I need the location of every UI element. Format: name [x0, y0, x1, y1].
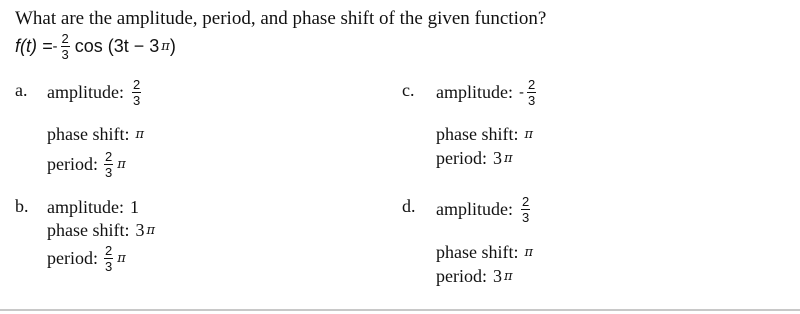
period-fraction	[104, 244, 113, 273]
option-d-period	[436, 266, 513, 287]
pi-symbol: π	[524, 245, 534, 260]
bottom-divider	[0, 309, 800, 311]
function-rhs: cos (3t − 3	[74, 36, 160, 56]
option-a-phase-shift	[47, 124, 144, 145]
amplitude-fraction	[527, 78, 536, 107]
fraction-numerator: 2	[105, 149, 113, 164]
negative-sign: -	[518, 84, 524, 101]
phase-shift-label: phase shift:	[436, 124, 519, 144]
fraction-numerator: 2	[527, 77, 536, 92]
fraction-denominator: 3	[132, 93, 141, 108]
fraction-denominator: 3	[527, 93, 536, 108]
option-d-letter: d.	[402, 196, 416, 216]
phase-shift-label: phase shift:	[436, 242, 519, 262]
amplitude-label: amplitude:	[436, 199, 513, 219]
option-c-phase-shift	[436, 124, 533, 145]
phase-shift-value: 3	[135, 220, 145, 240]
period-label: period:	[47, 248, 98, 268]
fraction-denominator: 3	[61, 47, 69, 62]
amplitude-fraction	[132, 78, 141, 107]
pi-symbol: π	[135, 127, 145, 142]
function-lhs: f(t) =	[15, 36, 53, 56]
amplitude-label: amplitude:	[47, 197, 124, 217]
fraction-numerator: 2	[105, 243, 113, 258]
amplitude-fraction	[521, 195, 530, 224]
option-b-period	[47, 244, 126, 273]
period-value: 3	[493, 266, 502, 286]
option-c-period	[436, 148, 513, 169]
pi-symbol: π	[117, 251, 126, 266]
pi-symbol: π	[146, 223, 156, 238]
period-label: period:	[436, 266, 487, 286]
option-b-letter: b.	[15, 196, 29, 216]
option-c-amplitude	[436, 78, 538, 107]
function-close-paren: )	[169, 36, 176, 56]
question-text: What are the amplitude, period, and phase shift of the given function?	[15, 8, 547, 29]
option-a-amplitude	[47, 78, 143, 107]
fraction-denominator: 3	[521, 210, 530, 225]
option-d-phase-shift	[436, 242, 533, 263]
period-label: period:	[436, 148, 487, 168]
pi-symbol: π	[504, 269, 513, 284]
pi-symbol: π	[524, 127, 534, 142]
period-fraction	[104, 150, 113, 179]
fraction-numerator: 2	[61, 31, 69, 46]
amplitude-value: 1	[129, 197, 139, 217]
option-d-amplitude	[436, 195, 532, 224]
pi-symbol: π	[504, 151, 513, 166]
option-a-period	[47, 150, 126, 179]
phase-shift-label: phase shift:	[47, 220, 130, 240]
function-expression	[15, 32, 176, 61]
option-b-amplitude	[47, 197, 139, 218]
option-b-phase-shift	[47, 220, 155, 241]
pi-symbol: π	[161, 39, 170, 54]
pi-symbol: π	[117, 157, 126, 172]
function-coefficient-fraction	[61, 32, 70, 61]
fraction-denominator: 3	[105, 259, 113, 274]
amplitude-label: amplitude:	[47, 82, 124, 102]
option-a-letter: a.	[15, 80, 28, 100]
fraction-numerator: 2	[132, 77, 141, 92]
period-value: 3	[493, 148, 502, 168]
option-c-letter: c.	[402, 80, 415, 100]
amplitude-label: amplitude:	[436, 82, 513, 102]
phase-shift-label: phase shift:	[47, 124, 130, 144]
fraction-numerator: 2	[521, 194, 530, 209]
period-label: period:	[47, 154, 98, 174]
function-negative-sign: -	[52, 38, 58, 55]
fraction-denominator: 3	[105, 165, 113, 180]
